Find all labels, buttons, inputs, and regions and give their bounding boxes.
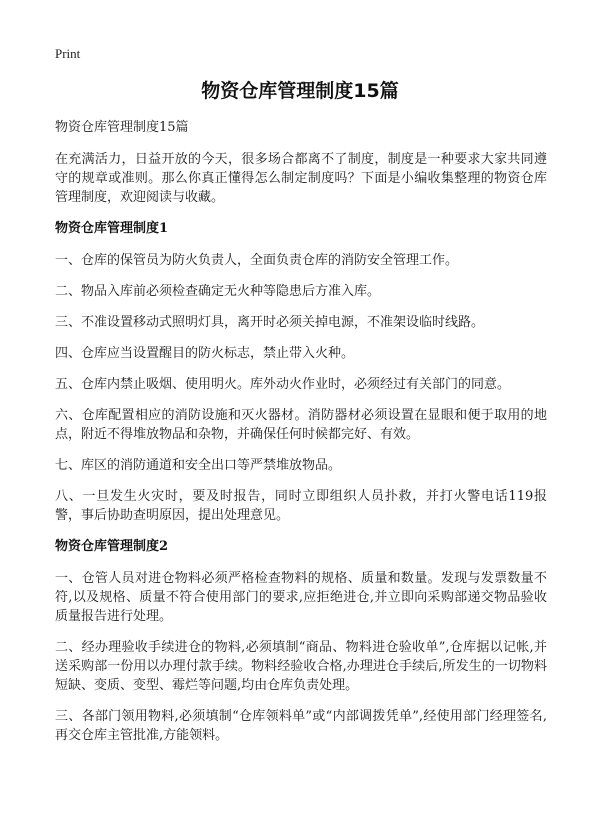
section-1-paragraph: 七、库区的消防通道和安全出口等严禁堆放物品。: [55, 458, 342, 473]
document-body: [55, 118, 547, 757]
section-1-paragraph: 八、一旦发生火灾时，要及时报告，同时立即组织人员扑救，并打火警电话119报警，事后协助查明原因，提出处理意见。: [55, 489, 547, 523]
section-heading-2: 物资仓库管理制度2: [55, 539, 169, 554]
section-1-paragraph: 二、物品入库前必须检查确定无火种等隐患后方准入库。: [55, 284, 381, 299]
section-1-paragraph: 五、仓库内禁止吸烟、使用明火。库外动火作业时，必须经过有关部门的同意。: [55, 377, 511, 392]
section-2-paragraph: 二、经办理验收手续进仓的物料,必须填制“商品、物料进仓验收单”,仓库据以记帐,并送采购部一份用以办理付款手续。物料经验收合格,办理进仓手续后,所发生的一切物料短缺、变质、变型、霉烂等问题,均由仓库负责处理。: [55, 640, 547, 693]
section-2-paragraph: 三、各部门领用物料,必须填制“仓库领料单”或“内部调拨凭单”,经使用部门经理签名,再交仓库主管批准,方能领料。: [55, 709, 547, 743]
section-heading-1: 物资仓库管理制度1: [55, 221, 169, 236]
document-subtitle: 物资仓库管理制度15篇: [55, 120, 189, 135]
section-1-paragraph: 四、仓库应当设置醒目的防火标志，禁止带入火种。: [55, 346, 355, 361]
section-1-paragraph: 六、仓库配置相应的消防设施和灭火器材。消防器材必须设置在显眼和便于取用的地点，附近不得堆放物品和杂物，并确保任何时候都完好、有效。: [55, 408, 547, 442]
document-title: 物资仓库管理制度15篇: [201, 80, 399, 102]
section-1-paragraph: 一、仓库的保管员为防火负责人，全面负责仓库的消防安全管理工作。: [55, 253, 459, 268]
section-2-paragraph: 一、仓管人员对进仓物料必须严格检查物料的规格、质量和数量。发现与发票数量不符,以及规格、质量不符合使用部门的要求,应拒绝进仓,并立即向采购部递交物品验收质量报告进行处理。: [55, 571, 547, 624]
print-label[interactable]: Print: [55, 46, 81, 61]
intro-paragraph: 在充满活力，日益开放的今天，很多场合都离不了制度，制度是一种要求大家共同遵守的规章或准则。那么你真正懂得怎么制定制度吗？下面是小编收集整理的物资仓库管理制度，欢迎阅读与收藏。: [55, 152, 547, 205]
section-1-paragraph: 三、不准设置移动式照明灯具，离开时必须关掉电源，不准架设临时线路。: [55, 315, 485, 330]
